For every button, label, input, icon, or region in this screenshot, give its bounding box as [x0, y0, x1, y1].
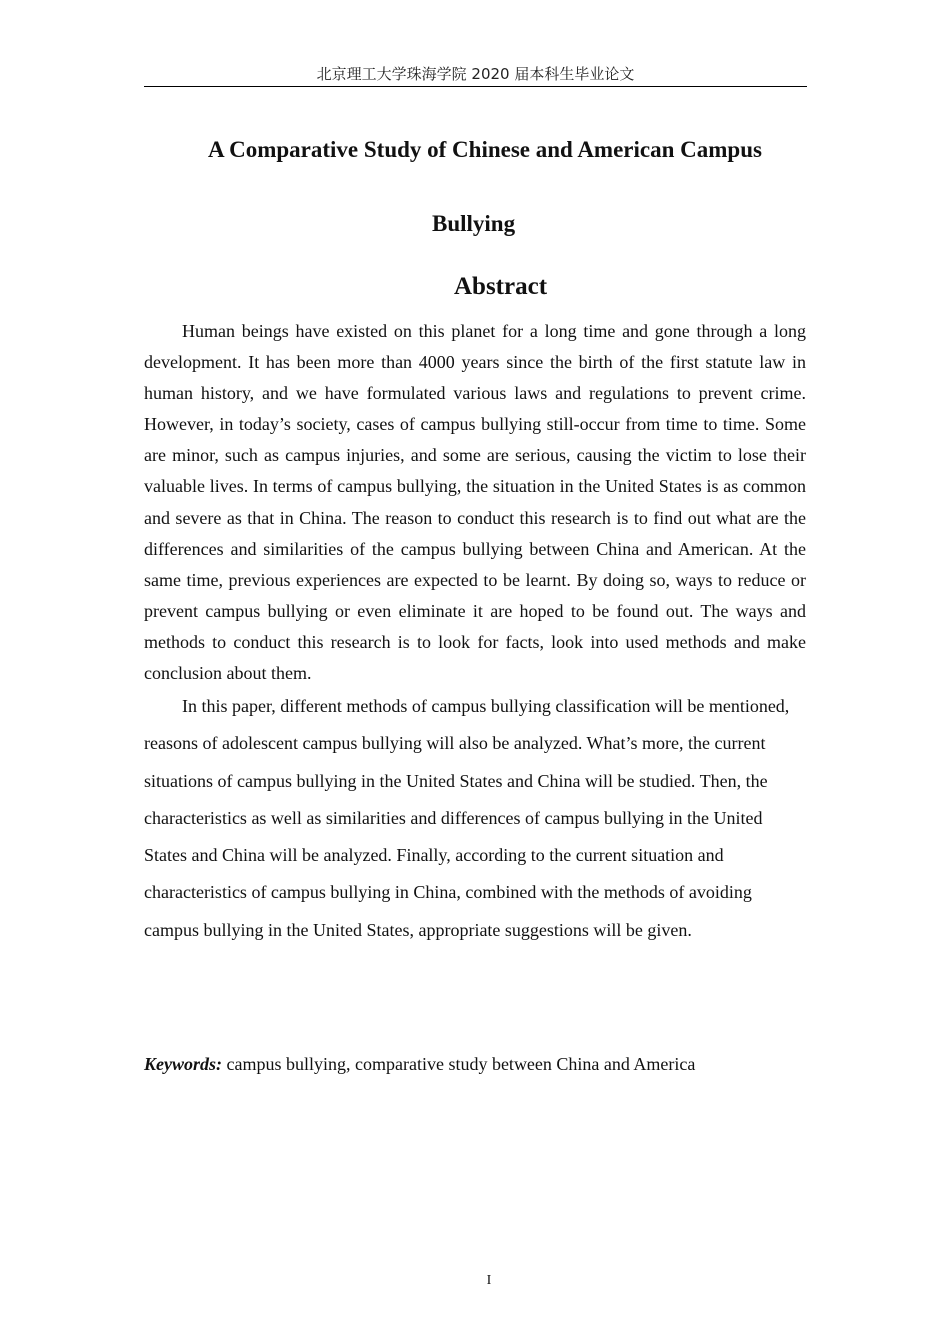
abstract-heading: Abstract — [454, 273, 548, 300]
keywords-line — [144, 1050, 806, 1078]
paper-title-line-2: Bullying — [432, 211, 516, 236]
header-text: 北京理工大学珠海学院 2020 届本科生毕业论文 — [316, 65, 635, 83]
page-header — [144, 64, 807, 87]
keywords-label: Keywords: — [144, 1054, 222, 1074]
keywords-text: campus bullying, comparative study between China and America — [226, 1054, 696, 1074]
page-number: I — [486, 1273, 492, 1288]
abstract-paragraph-1: Human beings have existed on this planet for a long time and gone through a long development. It has been more than 4000 years since the birth of the first statute law in human history, and we have formulated various laws and regulations to prevent crime. However, in today’s society, cases of campus bullying still-occur from time to time. Some are minor, such as campus injuries, and some are serious, causing the victim to lose their valuable lives. In terms of campus bullying, the situation in the United States is as common and severe as that in China. The reason to conduct this research is to find out what are the differences and similarities of the campus bullying between China and American. At the same time, previous experiences are expected to be learnt. By doing so, ways to reduce or prevent campus bullying or even eliminate it are hoped to be found out. The ways and methods to conduct this research is to look for facts, look into used methods and make conclusion about them. — [144, 321, 806, 684]
paper-title-line-1: A Comparative Study of Chinese and American Campus — [208, 137, 762, 162]
abstract-paragraph-2: In this paper, different methods of campus bullying classification will be mentioned, reasons of adolescent campus bullying will also be analyzed. What’s more, the current situations of campus bullying in the United States and China will be studied. Then, the characteristics as well as similarities and differences of campus bullying in the United States and China will be analyzed. Finally, according to the current situation and characteristics of campus bullying in China, combined with the methods of avoiding campus bullying in the United States, appropriate suggestions will be given. — [144, 696, 790, 940]
